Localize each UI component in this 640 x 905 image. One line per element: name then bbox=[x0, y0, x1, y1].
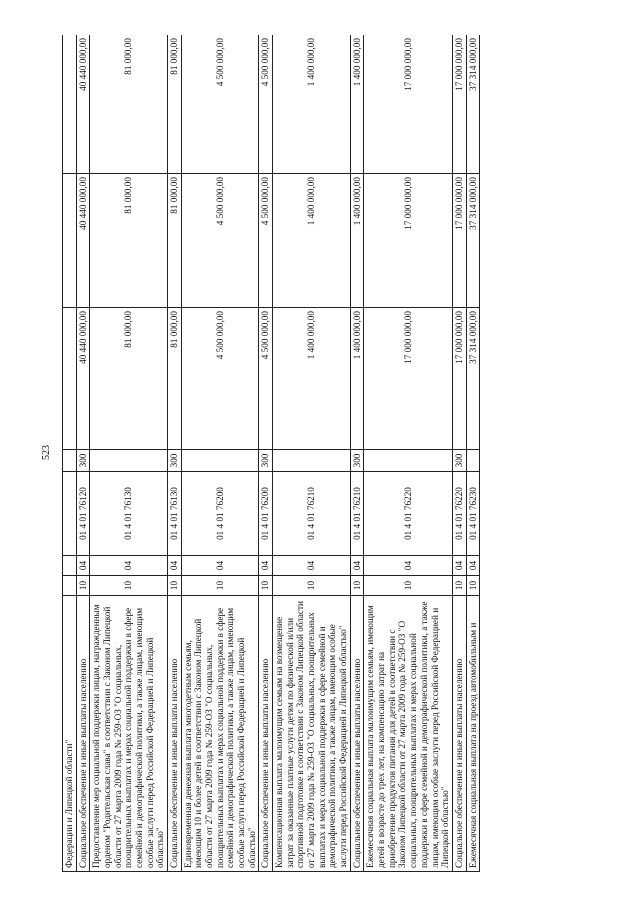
cell-section: 10 bbox=[90, 576, 168, 596]
cell-name: Социальное обеспечение и иные выплаты населению bbox=[76, 596, 90, 872]
cell-expense-type: 300 bbox=[259, 450, 273, 472]
table-row bbox=[181, 35, 259, 872]
table-row bbox=[273, 35, 351, 872]
cell-section: 10 bbox=[452, 576, 466, 596]
cell-amount-year3: 81 000,00 bbox=[90, 35, 168, 174]
cell-amount-year2: 37 314 000,00 bbox=[466, 174, 480, 308]
budget-table-container bbox=[62, 35, 610, 872]
cell-target-article: 01 4 01 76230 bbox=[466, 472, 480, 556]
table-row bbox=[76, 35, 90, 872]
cell-section: 10 bbox=[273, 576, 351, 596]
cell-name: Федерации и Липецкой области" bbox=[63, 596, 77, 872]
budget-table bbox=[62, 35, 480, 872]
cell-section: 10 bbox=[76, 576, 90, 596]
cell-amount-year2: 4 500 000,00 bbox=[259, 174, 273, 308]
cell-amount-year3: 1 400 000,00 bbox=[273, 35, 351, 174]
table-row bbox=[364, 35, 452, 872]
cell-amount-year3: 4 500 000,00 bbox=[181, 35, 259, 174]
cell-amount-year3: 81 000,00 bbox=[168, 35, 182, 174]
cell-amount-year3 bbox=[63, 35, 77, 174]
budget-table-rotated-wrapper bbox=[62, 35, 610, 872]
table-row bbox=[466, 35, 480, 872]
cell-name: Социальное обеспечение и иные выплаты населению bbox=[259, 596, 273, 872]
cell-amount-year1: 4 500 000,00 bbox=[181, 308, 259, 450]
table-row bbox=[259, 35, 273, 872]
cell-target-article: 01 4 01 76210 bbox=[273, 472, 351, 556]
cell-expense-type: 300 bbox=[350, 450, 364, 472]
cell-subsection: 04 bbox=[259, 556, 273, 576]
cell-expense-type bbox=[466, 450, 480, 472]
cell-amount-year1: 81 000,00 bbox=[90, 308, 168, 450]
cell-subsection: 04 bbox=[466, 556, 480, 576]
cell-expense-type: 300 bbox=[76, 450, 90, 472]
cell-target-article: 01 4 01 76210 bbox=[350, 472, 364, 556]
cell-subsection bbox=[63, 556, 77, 576]
cell-amount-year3: 17 000 000,00 bbox=[452, 35, 466, 174]
cell-amount-year1: 1 400 000,00 bbox=[350, 308, 364, 450]
cell-subsection: 04 bbox=[76, 556, 90, 576]
cell-name: Ежемесячная социальная выплата на проезд автомобильным и bbox=[466, 596, 480, 872]
table-row bbox=[350, 35, 364, 872]
cell-section: 10 bbox=[181, 576, 259, 596]
cell-amount-year1 bbox=[63, 308, 77, 450]
cell-name: Социальное обеспечение и иные выплаты населению bbox=[350, 596, 364, 872]
cell-amount-year3: 17 000 000,00 bbox=[364, 35, 452, 174]
cell-amount-year2 bbox=[63, 174, 77, 308]
cell-target-article: 01 4 01 76120 bbox=[76, 472, 90, 556]
cell-expense-type bbox=[364, 450, 452, 472]
table-row bbox=[90, 35, 168, 872]
cell-target-article: 01 4 01 76130 bbox=[90, 472, 168, 556]
cell-expense-type: 300 bbox=[452, 450, 466, 472]
cell-subsection: 04 bbox=[364, 556, 452, 576]
cell-expense-type: 300 bbox=[168, 450, 182, 472]
cell-target-article: 01 4 01 76200 bbox=[181, 472, 259, 556]
cell-amount-year1: 81 000,00 bbox=[168, 308, 182, 450]
table-row bbox=[168, 35, 182, 872]
cell-expense-type bbox=[63, 450, 77, 472]
cell-amount-year2: 40 440 000,00 bbox=[76, 174, 90, 308]
cell-amount-year3: 40 440 000,00 bbox=[76, 35, 90, 174]
cell-amount-year2: 17 000 000,00 bbox=[452, 174, 466, 308]
cell-expense-type bbox=[90, 450, 168, 472]
cell-name: Предоставление мер социальной поддержки лицам, награжденным орденом "Родительская слава" в соответствии с Законом Липецкой области от 27 марта 2009 года № 259-ОЗ "О социальных, поощрительных выплатах и мерах социальной поддержки в сфере семейной и демографической политики, а также лицам, имеющим особые заслуги перед Российской Федерацией и Липецкой областью" bbox=[90, 596, 168, 872]
page-number: 523 bbox=[40, 444, 52, 460]
cell-target-article: 01 4 01 76200 bbox=[259, 472, 273, 556]
cell-expense-type bbox=[181, 450, 259, 472]
cell-section: 10 bbox=[466, 576, 480, 596]
cell-amount-year3: 1 400 000,00 bbox=[350, 35, 364, 174]
cell-amount-year1: 1 400 000,00 bbox=[273, 308, 351, 450]
cell-name: Ежемесячная социальная выплата малоимущим семьям, имеющим детей в возрасте до трех лет, на компенсацию затрат на приобретение продуктов питания для детей в соответствии с Законом Липецкой области от 27 марта 2009 года № 259-ОЗ "О социальных, поощрительных выплатах и мерах социальной поддержки в сфере семейной и демографической политики, а также лицам, имеющим особые заслуги перед Российской Федерацией и Липецкой областью" bbox=[364, 596, 452, 872]
cell-target-article: 01 4 01 76220 bbox=[452, 472, 466, 556]
cell-amount-year1: 40 440 000,00 bbox=[76, 308, 90, 450]
cell-name: Социальное обеспечение и иные выплаты населению bbox=[452, 596, 466, 872]
cell-subsection: 04 bbox=[181, 556, 259, 576]
cell-amount-year1: 37 314 000,00 bbox=[466, 308, 480, 450]
cell-name: Компенсационная выплата малоимущим семьям на возмещение затрат за оказанные платные услуги детям по физической и/или спортивной подготовке в соответствии с Законом Липецкой области от 27 марта 2009 года № 259-ОЗ "О социальных, поощрительных выплатах и мерах социальной поддержки в сфере семейной и демографической политики, а также лицам, имеющим особые заслуги перед Российской Федерацией и Липецкой областью" bbox=[273, 596, 351, 872]
cell-section: 10 bbox=[259, 576, 273, 596]
cell-amount-year3: 4 500 000,00 bbox=[259, 35, 273, 174]
cell-section bbox=[63, 576, 77, 596]
cell-amount-year2: 17 000 000,00 bbox=[364, 174, 452, 308]
cell-target-article bbox=[63, 472, 77, 556]
cell-subsection: 04 bbox=[90, 556, 168, 576]
cell-amount-year2: 81 000,00 bbox=[90, 174, 168, 308]
cell-amount-year2: 81 000,00 bbox=[168, 174, 182, 308]
cell-name: Единовременная денежная выплата многодетным семьям, имеющим 10 и более детей в соответствии с Законом Липецкой области от 27 марта 2009 года № 259-ОЗ "О социальных, поощрительных выплатах и мерах социальной поддержки в сфере семейной и демографической политики, а также лицам, имеющим особые заслуги перед Российской Федерацией и Липецкой областью" bbox=[181, 596, 259, 872]
cell-amount-year1: 17 000 000,00 bbox=[452, 308, 466, 450]
cell-target-article: 01 4 01 76220 bbox=[364, 472, 452, 556]
cell-expense-type bbox=[273, 450, 351, 472]
cell-section: 10 bbox=[364, 576, 452, 596]
cell-subsection: 04 bbox=[350, 556, 364, 576]
cell-name: Социальное обеспечение и иные выплаты населению bbox=[168, 596, 182, 872]
table-row bbox=[63, 35, 77, 872]
cell-amount-year3: 37 314 000,00 bbox=[466, 35, 480, 174]
table-row bbox=[452, 35, 466, 872]
cell-amount-year2: 1 400 000,00 bbox=[273, 174, 351, 308]
cell-amount-year1: 4 500 000,00 bbox=[259, 308, 273, 450]
cell-amount-year2: 1 400 000,00 bbox=[350, 174, 364, 308]
cell-target-article: 01 4 01 76130 bbox=[168, 472, 182, 556]
cell-amount-year1: 17 000 000,00 bbox=[364, 308, 452, 450]
cell-subsection: 04 bbox=[452, 556, 466, 576]
cell-amount-year2: 4 500 000,00 bbox=[181, 174, 259, 308]
cell-subsection: 04 bbox=[168, 556, 182, 576]
cell-section: 10 bbox=[350, 576, 364, 596]
cell-section: 10 bbox=[168, 576, 182, 596]
cell-subsection: 04 bbox=[273, 556, 351, 576]
